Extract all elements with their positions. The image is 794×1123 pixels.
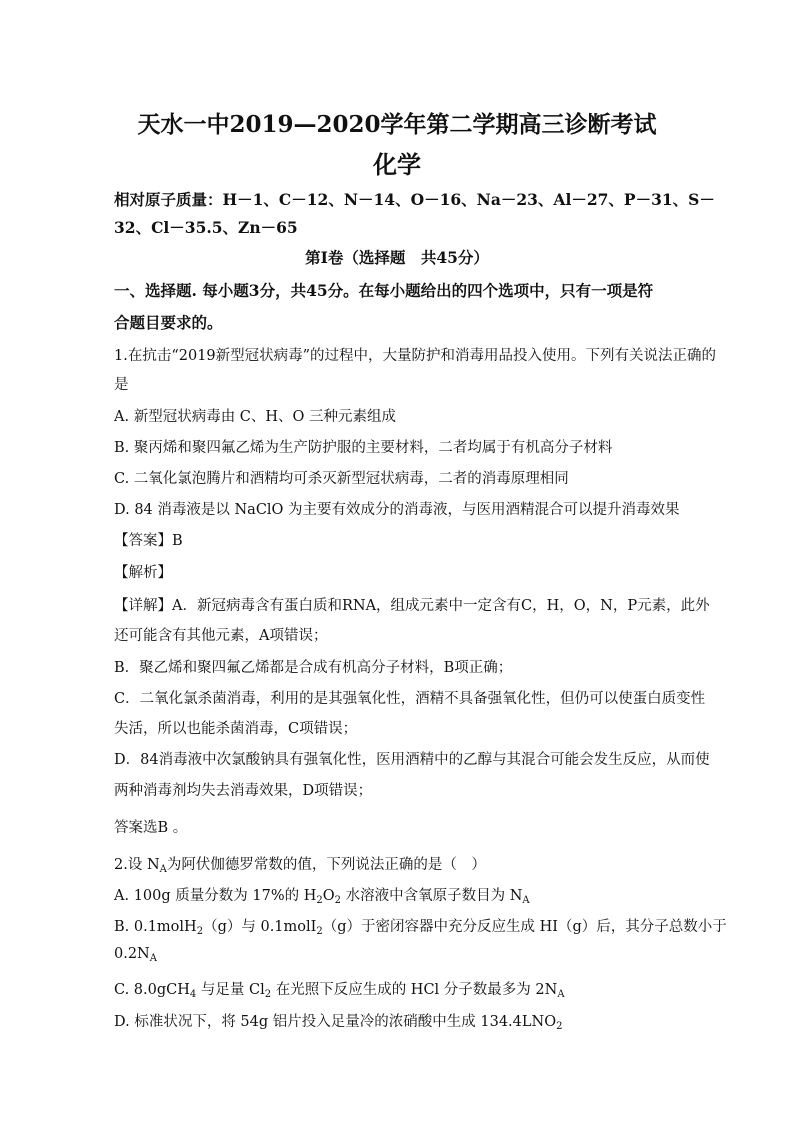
q2-option-b-line-2: $0.2N_A$ — [114, 946, 157, 964]
q1-detail-2: 还可能含有其他元素，A项错误； — [114, 628, 328, 644]
q1-option-d: D. 84 消毒液是以 NaClO 为主要有效成分的消毒液，与医用酒精混合可以提升消毒效果 — [114, 502, 680, 518]
q1-option-b: B. 聚丙烯和聚四氟乙烯为生产防护服的主要材料，二者均属于有机高分子材料 — [114, 440, 613, 456]
q1-detail-4: C．二氧化氯杀菌消毒，利用的是其强氧化性，酒精不具备强氧化性，但仍可以使蛋白质变性 — [114, 691, 706, 707]
q1-stem-1: 1.在抗击“2019新型冠状病毒”的过程中，大量防护和消毒用品投入使用。下列有关说法正确的 — [114, 348, 717, 364]
q2-option-a: A. 100g 质量分数为 17%的 $H_2O_2$ 水溶液中含氧原子数目为 $N_A$ — [114, 888, 530, 906]
q1-stem-2: 是 — [114, 377, 129, 393]
q1-option-c: C. 二氧化氯泡腾片和酒精均可杀灭新型冠状病毒，二者的消毒原理相同 — [114, 471, 569, 487]
q2-stem: 2.设 $N_A$为阿伏伽德罗常数的值，下列说法正确的是（ ） — [114, 857, 486, 875]
q1-detail-1: 【详解】A．新冠病毒含有蛋白质和RNA，组成元素中一定含有C，H，O，N，P元素，此外 — [114, 598, 710, 614]
q1-answer: 【答案】B — [114, 533, 183, 549]
q1-detail-5: 失活，所以也能杀菌消毒，C项错误； — [114, 721, 358, 737]
exam-title: 天水一中2019—2020学年第二学期高三诊断考试 — [137, 111, 657, 138]
atomic-mass-line-1: 相对原子质量：H－1、C－12、N－14、O－16、Na－23、Al－27、P－31、S－ — [114, 190, 715, 209]
section-instructions-1: 一、选择题. 每小题3分，共45分。在每小题给出的四个选项中，只有一项是符 — [114, 281, 654, 300]
section-instructions-2: 合题目要求的。 — [114, 313, 223, 332]
q1-detail-6: D．84消毒液中次氯酸钠具有强氧化性，医用酒精中的乙醇与其混合可能会发生反应，从而使 — [114, 752, 710, 768]
q1-detail-7: 两种消毒剂均失去消毒效果，D项错误； — [114, 783, 373, 799]
q2-option-b-line-1: B. 0.1molH$_2$（g）与 0.1molI$_2$（g）于密闭容器中充分反应生成 HI（g）后，其分子总数小于 — [114, 919, 727, 937]
q2-option-d: D. 标准状况下，将 54g 铝片投入足量冷的浓硝酸中生成 $134.4LNO_2$ — [114, 1014, 563, 1032]
section-title: 第I卷（选择题 共45分） — [305, 248, 489, 267]
subject-title: 化学 — [373, 150, 421, 179]
q1-conclusion: 答案选B 。 — [114, 820, 188, 836]
q2-option-c: C. 8.0gCH$_4$ 与足量 $Cl_2$ 在光照下反应生成的 HCl 分子数最多为 $2N_A$ — [114, 982, 565, 1000]
q1-option-a: A. 新型冠状病毒由 C、H、O 三种元素组成 — [114, 409, 397, 425]
q1-analysis-heading: 【解析】 — [114, 565, 172, 581]
q1-detail-3: B．聚乙烯和聚四氟乙烯都是合成有机高分子材料，B项正确； — [114, 660, 513, 676]
atomic-mass-line-2: 32、Cl－35.5、Zn－65 — [114, 218, 298, 237]
